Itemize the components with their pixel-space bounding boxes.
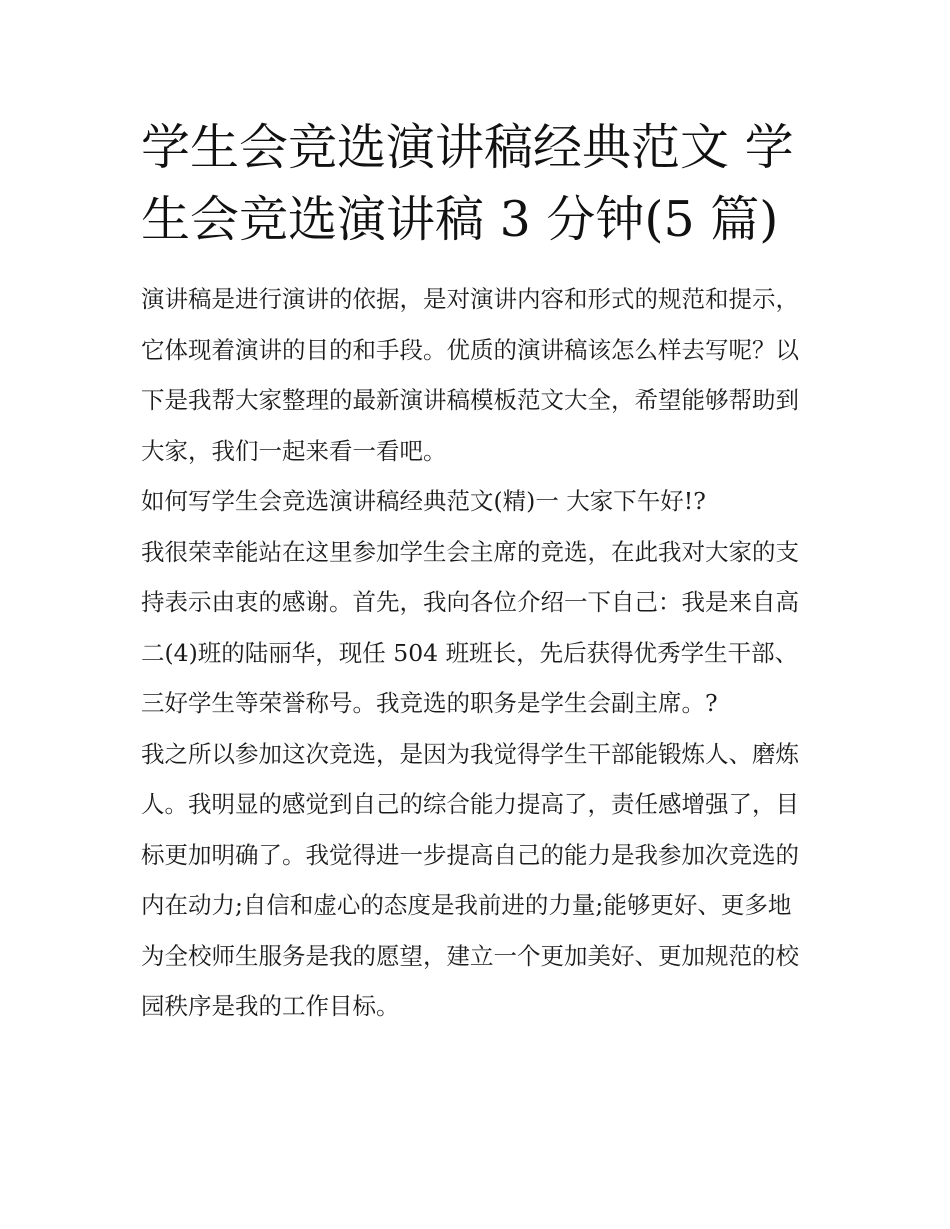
paragraph-motivation: 我之所以参加这次竞选，是因为我觉得学生干部能锻炼人、磨炼人。我明显的感觉到自己的综合能力提高了，责任感增强了，目标更加明确了。我觉得进一步提高自己的能力是我参加次竞选的内在动力;自信和虚心的态度是我前进的力量;能够更好、更多地为全校师生服务是我的愿望，建立一个更加美好、更加规范的校园秩序是我的工作目标。 bbox=[141, 739, 799, 1020]
paragraph-self-introduction: 我很荣幸能站在这里参加学生会主席的竞选，在此我对大家的支持表示由衷的感谢。首先，我向各位介绍一下自己：我是来自高二(4)班的陆丽华，现任 504 班班长，先后获得优秀学生干部、三好学生等荣誉称号。我竞选的职务是学生会副主席。? bbox=[141, 537, 799, 717]
paragraph-heading-greeting: 如何写学生会竞选演讲稿经典范文(精)一 大家下午好!? bbox=[141, 487, 706, 515]
document-body bbox=[141, 274, 813, 1032]
document-title: 学生会竞选演讲稿经典范文 学生会竞选演讲稿 3 分钟(5 篇) bbox=[141, 119, 794, 248]
document-content bbox=[141, 112, 813, 1032]
paragraph-intro: 演讲稿是进行演讲的依据，是对演讲内容和形式的规范和提示，它体现着演讲的目的和手段。优质的演讲稿该怎么样去写呢？以下是我帮大家整理的最新演讲稿模板范文大全，希望能够帮助到大家，我们一起来看一看吧。 bbox=[141, 285, 799, 465]
